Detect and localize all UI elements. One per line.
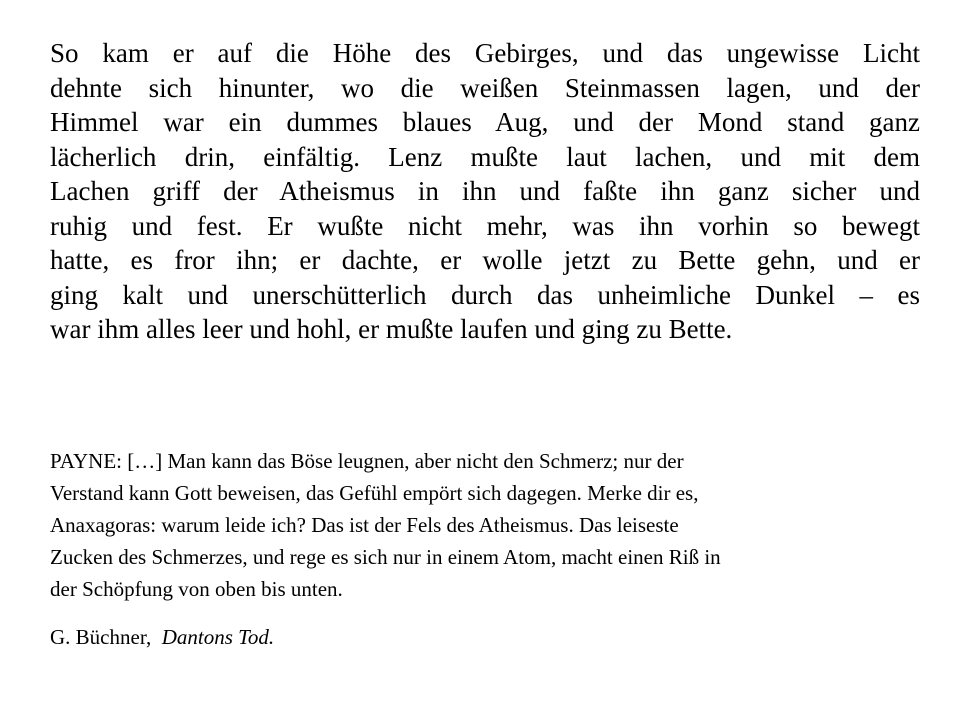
- main-quote: [50, 36, 920, 347]
- secondary-quote-line: Verstand kann Gott beweisen, das Gefühl empört sich dagegen. Merke dir es,: [50, 481, 699, 505]
- attribution-work: Dantons Tod.: [161, 625, 275, 649]
- main-quote-line: dehnte sich hinunter, wo die weißen Steinmassen lagen, und der: [50, 72, 920, 103]
- main-quote-line: ruhig und fest. Er wußte nicht mehr, was ihn vorhin so bewegt: [50, 210, 920, 241]
- attribution: [50, 622, 274, 652]
- main-quote-line: hatte, es fror ihn; er dachte, er wolle jetzt zu Bette gehn, und er: [50, 245, 920, 275]
- secondary-quote-line: der Schöpfung von oben bis unten.: [50, 577, 343, 601]
- attribution-author: G. Büchner,: [50, 625, 152, 649]
- secondary-quote-line: Zucken des Schmerzes, und rege es sich nur in einem Atom, macht einen Riß in: [50, 545, 721, 569]
- main-quote-line: ging kalt und unerschütterlich durch das unheimliche Dunkel – es: [50, 279, 920, 310]
- main-quote-line: war ihm alles leer und hohl, er mußte laufen und ging zu Bette.: [50, 314, 733, 344]
- main-quote-line: Lachen griff der Atheismus in ihn und faßte ihn ganz sicher und: [50, 176, 920, 206]
- secondary-quote: [50, 445, 910, 605]
- secondary-quote-line: Anaxagoras: warum leide ich? Das ist der Fels des Atheismus. Das leiseste: [50, 513, 679, 537]
- main-quote-line: Himmel war ein dummes blaues Aug, und der Mond stand ganz: [50, 107, 920, 137]
- secondary-quote-line: PAYNE: […] Man kann das Böse leugnen, aber nicht den Schmerz; nur der: [50, 449, 684, 473]
- main-quote-line: So kam er auf die Höhe des Gebirges, und das ungewisse Licht: [50, 38, 920, 68]
- main-quote-line: lächerlich drin, einfältig. Lenz mußte laut lachen, und mit dem: [50, 141, 920, 172]
